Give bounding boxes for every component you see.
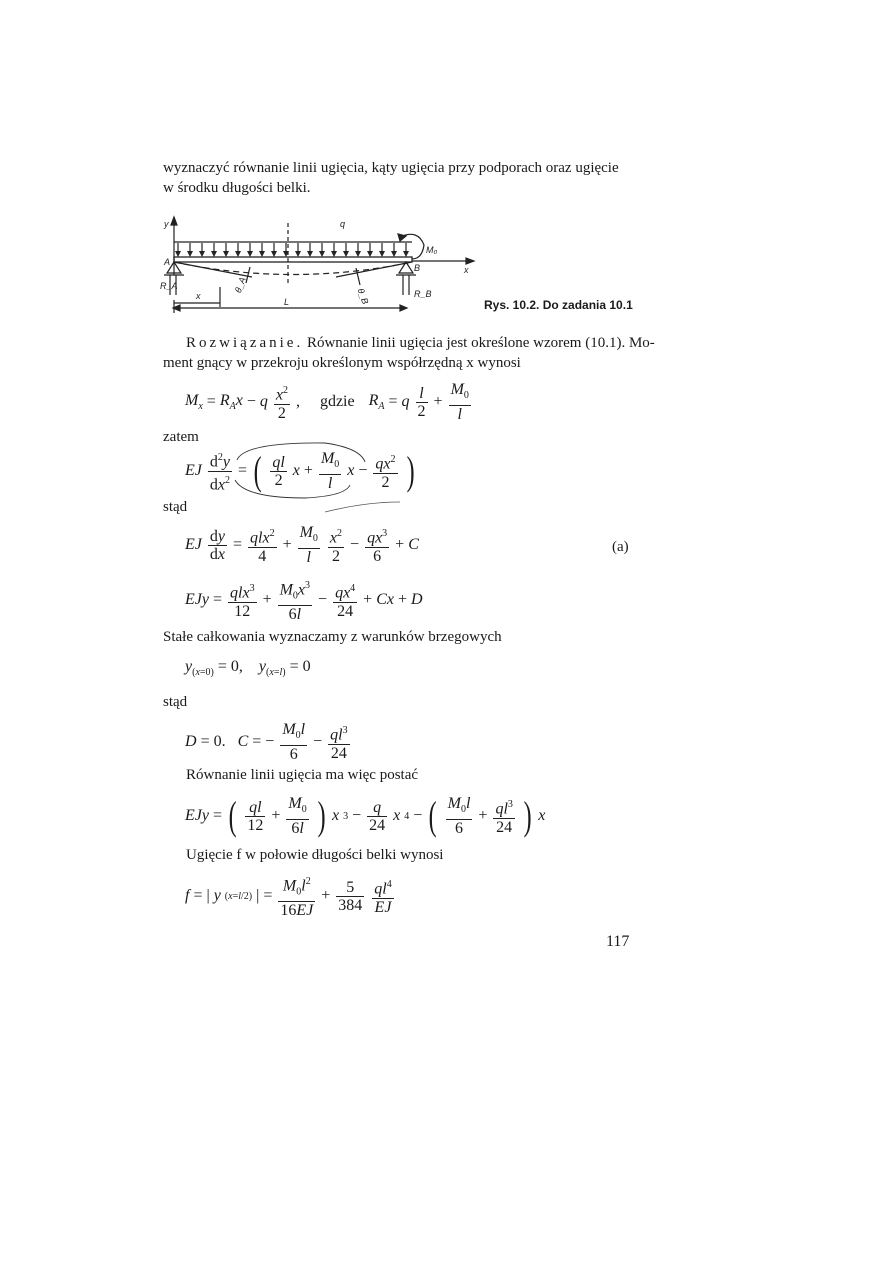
- where-label: gdzie: [319, 393, 355, 410]
- fig-label-m0: M₀: [426, 245, 438, 255]
- solution-line-1-rest: Równanie linii ugięcia jest określone wzorem (10.1). Mo-: [303, 335, 655, 351]
- midspan-text: Ugięcie f w połowie długości belki wynosi: [186, 847, 444, 863]
- fig-label-dim-l: L: [284, 297, 290, 307]
- equation-slope: EJ $\frac{dy}{dx}$ = $\frac{qlx^2}{4}$ + $\frac{M_0}{l}$ $\frac{x^2}{2}$ − $\frac{qx^3}{6}$ + C: [185, 524, 419, 566]
- solution-line-1: [186, 333, 655, 353]
- equation-deflection-general: EJy = $\frac{qlx^3}{12}$ + $\frac{M_0x^3}{6l}$ − $\frac{qx^4}{24}$ + Cx + D: [185, 576, 423, 624]
- fig-label-theta-a: θ_A: [232, 275, 248, 295]
- intro-line-1: wyznaczyć równanie linii ugięcia, kąty ugięcia przy podporach oraz ugięcie: [163, 160, 619, 176]
- fig-label-b: B: [414, 263, 421, 273]
- intro-line-2: w środku długości belki.: [163, 180, 311, 196]
- figure-caption: Rys. 10.2. Do zadania 10.1: [484, 298, 633, 312]
- fig-label-ra: R_A: [160, 281, 178, 291]
- stad-label-1: stąd: [163, 499, 188, 515]
- equation-deflection-final: EJy = ( $\frac{ql}{12}$ + $\frac{M_0}{6l}$ ) x 3 − $\frac{q}{24}$ x 4 − ( $\frac{M_0l}{6}$ + $\frac{ql^3}{24}$ ) x: [185, 793, 546, 838]
- fig-label-x: x: [464, 265, 469, 275]
- stad-label-2: stąd: [163, 694, 188, 710]
- equation-moment: $M_x$ = $R_Ax$ − q $\frac{x^2}{2}$ , gdzie $R_A$ = q $\frac{l}{2}$ + $\frac{M_0}{l}$: [185, 381, 469, 423]
- constants-text: Stałe całkowania wyznaczamy z warunków brzegowych: [163, 629, 502, 645]
- solution-line-2: ment gnący w przekroju określonym współrzędną x wynosi: [163, 355, 521, 371]
- fig-label-y: y: [164, 219, 169, 229]
- equation-boundary-conditions: $y_{(x=0)} = 0$, $y_{(x=l)} = 0$: [185, 658, 311, 679]
- equation-tag-a: (a): [612, 539, 629, 555]
- fig-label-dim-x: x: [196, 291, 201, 301]
- equation-constants: D = 0. C = − $\frac{M_0l}{6}$ − $\frac{ql^3}{24}$: [185, 721, 348, 763]
- equation-second-derivative: EJ $\frac{d^2y}{dx^2}$ = ( $\frac{ql}{2}$ x + $\frac{M_0}{l}$ x − $\frac{qx^2}{2}$ ): [185, 448, 415, 493]
- fig-label-rb: R_B: [414, 289, 432, 299]
- beam-diagram: [160, 215, 490, 325]
- zatem-label: zatem: [163, 429, 199, 445]
- handwritten-annotation: [225, 440, 405, 520]
- equation-midspan: f = | y (x=l/2) | = $\frac{M_0l^2}{16EJ}$ + $\frac{5}{384}$ $\frac{ql^4}{EJ}$: [185, 872, 396, 920]
- page-number: 117: [606, 933, 630, 950]
- fig-label-a: A: [164, 257, 171, 267]
- fig-label-theta-b: θ_B: [355, 287, 371, 306]
- deflection-eq-text: Równanie linii ugięcia ma więc postać: [186, 767, 419, 783]
- solution-heading: Rozwiązanie.: [186, 335, 304, 351]
- fig-label-q: q: [340, 219, 346, 229]
